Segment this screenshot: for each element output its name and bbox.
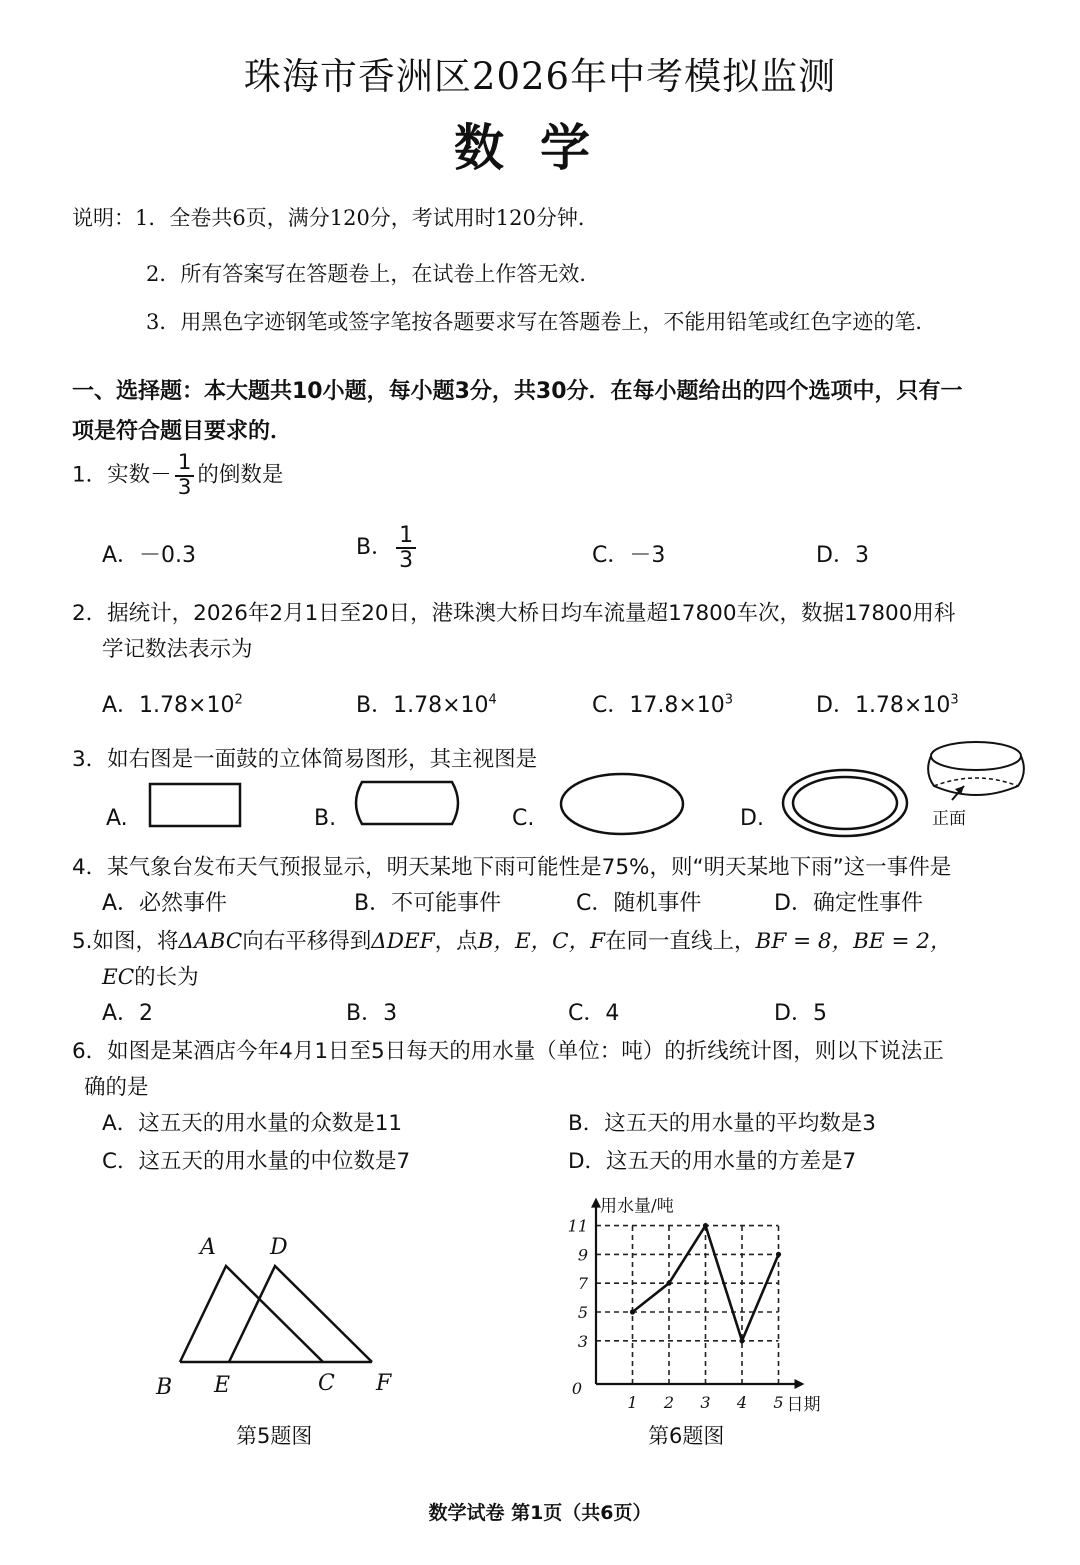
q5-option-a: A．2 [102,1001,154,1026]
chart-y-axis-label: 用水量/吨 [600,1196,674,1217]
q6-option-d: D．这五天的用水量的方差是7 [568,1149,857,1174]
fig5-label-e: E [214,1373,231,1398]
q5-option-c: C．4 [568,1001,620,1026]
fig5-label-f: F [376,1371,392,1396]
chart-x-tick-label: 5 [773,1393,784,1412]
q2-option-a-base: A．1.78×10 [102,693,235,718]
q4-option-d: D．确定性事件 [774,891,923,916]
question-6-line2: 确的是 [84,1075,149,1100]
chart-data-point [703,1223,708,1228]
q2-option-d-base: D．1.78×10 [816,693,951,718]
note-2: 2．所有答案写在答题卷上，在试卷上作答无效． [146,262,601,286]
q1-option-b-den: 3 [396,547,416,572]
q2-option-b-exp: 4 [488,692,497,708]
q5-condition: BF = 8，BE = 2， [755,929,952,954]
q5-segment-ec: EC [102,965,135,990]
q3-option-b-label: B. [314,806,337,831]
question-2-line1: 2．据统计，2026年2月1日至20日，港珠澳大桥日均车流量超17800车次，数据17800用科 [72,601,956,626]
chart-x-tick-label: 2 [663,1393,675,1412]
q5-option-d: D．5 [774,1001,827,1026]
chart-x-arrowhead [795,1379,805,1389]
fig5-label-d: D [270,1235,288,1260]
q4-option-a: A．必然事件 [102,891,228,916]
q5-part1: 5.如图，将 [72,929,179,954]
fig5-label-a: A [200,1235,216,1260]
q5-points: B，E，C，F [477,929,606,954]
q2-option-a-exp: 2 [234,692,243,708]
q5-part4: 在同一直线上， [605,929,756,954]
q6-option-a: A．这五天的用水量的众数是11 [102,1111,403,1136]
chart-x-axis-label: 日期 [786,1395,821,1415]
q1-prefix: 1．实数－ [72,462,172,488]
q4-option-c: C．随机事件 [576,891,702,916]
q1-option-a: A．－0.3 [102,543,197,568]
q3-option-d-label: D. [740,806,764,831]
q1-option-b-num: 1 [399,523,414,548]
q2-option-c-exp: 3 [724,692,734,708]
q1-option-d: D．3 [816,543,869,568]
q2-option-d-exp: 3 [950,692,959,708]
chart-data-point [776,1252,781,1257]
chart-y-tick-label: 11 [567,1216,588,1236]
question-2-line2: 学记数法表示为 [102,637,253,662]
section-heading-line2: 项是符合题目要求的． [72,419,293,444]
chart-y-tick-label: 9 [577,1245,588,1265]
q1-option-b-label: B． [356,535,394,561]
question-4: 4．某气象台发布天气预报显示，明天某地下雨可能性是75%，则“明天某地下雨”这一事件是 [72,855,952,880]
note-1: 说明：1．全卷共6页，满分120分，考试用时120分钟． [72,206,599,230]
q5-part2: 向右平移得到 [242,929,372,954]
q3-option-a-label: A. [106,806,128,831]
q2-option-b-base: B．1.78×10 [356,693,489,718]
chart-data-point [630,1309,635,1314]
q5-triangle-abc: ΔABC [178,929,243,954]
fig6-caption: 第6题图 [648,1424,725,1448]
exam-title: 珠海市香洲区2026年中考模拟监测 [243,55,837,98]
q1-fraction-num: 1 [177,450,192,475]
q3-option-c-label: C. [512,806,535,831]
q5-option-b: B．3 [346,1001,398,1026]
q1-option-c: C．－3 [592,543,666,568]
q5-line2-text: 的长为 [134,965,199,990]
chart-x-tick-label: 4 [736,1393,748,1412]
chart-data-point [666,1281,671,1286]
section-heading-line1: 一、选择题：本大题共10小题，每小题3分，共30分．在每小题给出的四个选项中，只有一 [72,379,963,404]
fig5-label-c: C [318,1371,335,1396]
note-3: 3．用黑色字迹钢笔或签字笔按各题要求写在答题卷上，不能用铅笔或红色字迹的笔． [146,310,937,334]
subject-title: 数学 [454,119,626,177]
page-footer: 数学试卷 第1页（共6页） [428,1502,652,1524]
q5-triangle-def: ΔDEF [371,929,435,954]
q2-option-c-base: C．17.8×10 [592,693,725,718]
q4-option-b: B．不可能事件 [354,891,502,916]
q1-suffix: 的倒数是 [197,462,284,488]
front-view-label: 正面 [932,809,966,829]
q1-fraction-den: 3 [175,475,195,500]
chart-y-tick-label: 7 [577,1274,588,1294]
q6-option-c: C．这五天的用水量的中位数是7 [102,1149,411,1174]
chart-y-tick-label: 3 [577,1331,588,1351]
chart-origin-label: 0 [571,1379,582,1398]
fig5-label-b: B [156,1375,173,1400]
q5-part3: ，点 [434,929,478,954]
chart-y-tick-label: 5 [577,1303,588,1322]
question-3: 3．如右图是一面鼓的立体简易图形，其主视图是 [72,747,538,772]
chart-data-point [739,1338,744,1343]
fig5-caption: 第5题图 [236,1424,313,1448]
question-6-line1: 6．如图是某酒店今年4月1日至5日每天的用水量（单位：吨）的折线统计图，则以下说法正 [72,1039,944,1064]
q6-option-b: B．这五天的用水量的平均数是3 [568,1111,876,1136]
chart-x-tick-label: 3 [700,1393,711,1412]
chart-x-tick-label: 1 [627,1393,638,1412]
